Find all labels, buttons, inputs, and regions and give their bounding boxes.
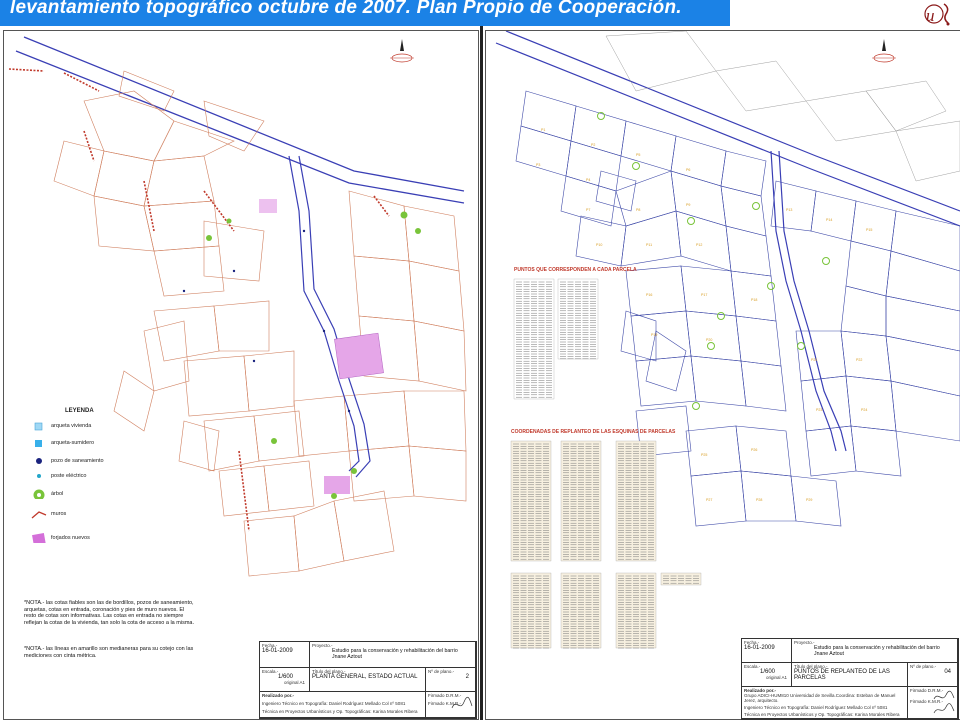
dot-cyan-icon	[31, 471, 47, 481]
svg-text:P20: P20	[706, 338, 713, 342]
svg-text:P8: P8	[636, 208, 641, 212]
legend-title: LEYENDA	[65, 408, 94, 414]
titulo-value: PLANTA GENERAL, ESTADO ACTUAL	[312, 674, 418, 680]
table-title-coordinates: COORDENADAS DE REPLANTEO DE LAS ESQUINAS DE PARCELAS	[511, 429, 676, 435]
realizado-line: Grupo ADICI-HUM810 Universidad de Sevilla.Coordina: Esteban de Manuel Jerez, arquitecto.	[744, 693, 896, 703]
svg-text:P25: P25	[701, 453, 708, 457]
escala-value: 1/600	[760, 669, 776, 675]
svg-text:P6: P6	[686, 168, 691, 172]
svg-text:P16: P16	[646, 293, 653, 297]
fecha-cell	[260, 642, 310, 668]
fecha-cell	[742, 639, 792, 663]
titulo-label: Título del plano.-	[794, 664, 828, 669]
realizado-cell	[260, 692, 426, 718]
proyecto-value: Estudio para la conservación y rehabilitación del barrio Jnane Aztout	[814, 645, 940, 657]
fecha-value: 16-01-2009	[744, 645, 775, 651]
svg-text:P27: P27	[706, 498, 713, 502]
svg-text:P10: P10	[596, 243, 603, 247]
numero-value: 04	[944, 669, 951, 675]
square-light-blue-icon	[31, 421, 47, 431]
svg-text:P13: P13	[786, 208, 793, 212]
escala-sub: original A1	[284, 680, 306, 685]
firma-cell	[908, 687, 958, 719]
svg-text:P17: P17	[701, 293, 708, 297]
legend-item	[31, 509, 151, 519]
realizado-line: Ingeniero Técnico en Topografía: Daniel Rodríguez Mellado Col nº 5081	[744, 705, 888, 710]
north-arrow-icon	[872, 39, 896, 62]
titulo-cell	[310, 668, 426, 692]
signature-icon	[932, 689, 956, 717]
svg-text:P21: P21	[811, 358, 818, 362]
svg-text:P12: P12	[696, 243, 703, 247]
legend-item	[31, 456, 151, 466]
svg-text:P24: P24	[861, 408, 868, 412]
square-blue-icon	[31, 438, 47, 448]
realizado-label: Realizado por.-	[744, 688, 777, 693]
escala-cell	[260, 668, 310, 692]
realizado-label: Realizado por.-	[262, 693, 295, 698]
legend-label: forjados nuevos	[51, 535, 90, 541]
realizado-line: Ingeniero Técnico en Topografía: Daniel Rodríguez Mellado Col nº 5081	[262, 701, 406, 706]
firma-label: Firmado K.M.R.-	[910, 699, 944, 704]
escala-value: 1/600	[278, 674, 294, 680]
firma-label: Firmado D.R.M.-	[910, 688, 944, 693]
legend-label: muros	[51, 511, 67, 517]
svg-text:P1: P1	[541, 128, 546, 132]
left-map-sheet	[3, 30, 479, 720]
numero-cell	[426, 668, 476, 692]
firma-label: Firmado D.R.M.-	[428, 693, 462, 698]
escala-sub: original A1	[766, 675, 788, 680]
firma-cell	[426, 692, 476, 718]
svg-text:P18: P18	[751, 298, 758, 302]
proyecto-value: Estudio para la conservación y rehabilitación del barrio Jnane Aztout	[332, 648, 458, 660]
legend-label: pozo de saneamiento	[51, 458, 104, 464]
right-map-sheet	[485, 30, 960, 720]
svg-text:P11: P11	[646, 243, 653, 247]
titulo-value: PUNTOS DE REPLANTEO DE LAS PARCELAS	[794, 669, 890, 681]
proyecto-cell	[792, 639, 958, 663]
escala-label: Escala.-	[744, 664, 761, 669]
titulo-label: Título del plano.-	[312, 669, 346, 674]
svg-text:P7: P7	[586, 208, 591, 212]
legend-item	[31, 438, 151, 448]
title-block-right	[741, 638, 959, 720]
note-text-1: *NOTA.- las cotas fiables son las de bordillos, pozos de saneamiento, arquetas, cotas en entrada, coronación y pies de muro nuevos. El resto de cotas son informativas. Las cotas en entrada no siempre reflejan la cotas de la vivienda, tan solo la cota de acceso a la misma.	[24, 600, 194, 626]
legend-item	[31, 489, 151, 499]
map-legend	[31, 405, 151, 560]
realizado-cell	[742, 687, 908, 719]
signature-icon	[450, 694, 474, 714]
title-banner	[0, 0, 730, 26]
proyecto-label: Proyecto.-	[794, 640, 815, 645]
legend-label: arqueta-sumidero	[51, 440, 95, 446]
realizado-line: Técnica en Proyectos Urbanísticos y Op. Topográficas: Karina Morales Ribera	[262, 709, 418, 714]
svg-text:P23: P23	[816, 408, 823, 412]
note-text-2: *NOTA.- las líneas en amarillo son medianeras para su cotejo con las mediciones con cinta métrica.	[24, 646, 194, 659]
title-block-left	[259, 641, 477, 719]
realizado-line: Técnica en Proyectos Urbanísticos y Op. Topográficas: Karina Morales Ribera	[744, 712, 900, 717]
numero-label: Nº de plano.-	[910, 664, 937, 669]
right-map-drawing	[486, 31, 960, 719]
legend-label: arqueta vivienda	[51, 423, 92, 429]
proyecto-label: Proyecto.-	[312, 643, 333, 648]
numero-label: Nº de plano.-	[428, 669, 455, 674]
svg-text:P26: P26	[751, 448, 758, 452]
university-seal-icon	[914, 0, 960, 30]
escala-cell	[742, 663, 792, 687]
legend-item	[31, 533, 151, 543]
sheet-divider	[480, 26, 483, 720]
svg-text:u: u	[926, 6, 935, 25]
svg-text:P3: P3	[536, 163, 541, 167]
svg-text:P2: P2	[591, 143, 596, 147]
circle-navy-icon	[31, 456, 47, 466]
svg-text:P15: P15	[866, 228, 873, 232]
wall-line-icon	[31, 509, 47, 519]
legend-label: árbol	[51, 491, 64, 497]
fecha-value: 16-01-2009	[262, 648, 293, 654]
legend-label: poste eléctrico	[51, 473, 87, 479]
titulo-cell	[792, 663, 908, 687]
svg-text:P28: P28	[756, 498, 763, 502]
page-title: levantamiento topográfico octubre de 2007. Plan Propio de Cooperación.	[10, 0, 682, 18]
numero-cell	[908, 663, 958, 687]
firma-label: Firmado K.M.R.-	[428, 701, 462, 706]
svg-text:P19: P19	[651, 333, 658, 337]
svg-text:P5: P5	[636, 153, 641, 157]
svg-text:P4: P4	[586, 178, 591, 182]
svg-text:P14: P14	[826, 218, 833, 222]
tree-icon	[31, 489, 47, 499]
numero-value: 2	[465, 674, 469, 680]
svg-text:P9: P9	[686, 203, 691, 207]
fecha-label: Fecha.-	[744, 640, 760, 645]
north-arrow-icon	[390, 39, 414, 62]
escala-label: Escala.-	[262, 669, 279, 674]
svg-text:P29: P29	[806, 498, 813, 502]
fecha-label: Fecha.-	[262, 643, 278, 648]
svg-text:P22: P22	[856, 358, 863, 362]
legend-item	[31, 471, 151, 481]
legend-item	[31, 421, 151, 431]
proyecto-cell	[310, 642, 476, 668]
table-title-parcel-points: PUNTOS QUE CORRESPONDEN A CADA PARCELA	[514, 267, 637, 273]
pink-square-icon	[31, 533, 47, 543]
